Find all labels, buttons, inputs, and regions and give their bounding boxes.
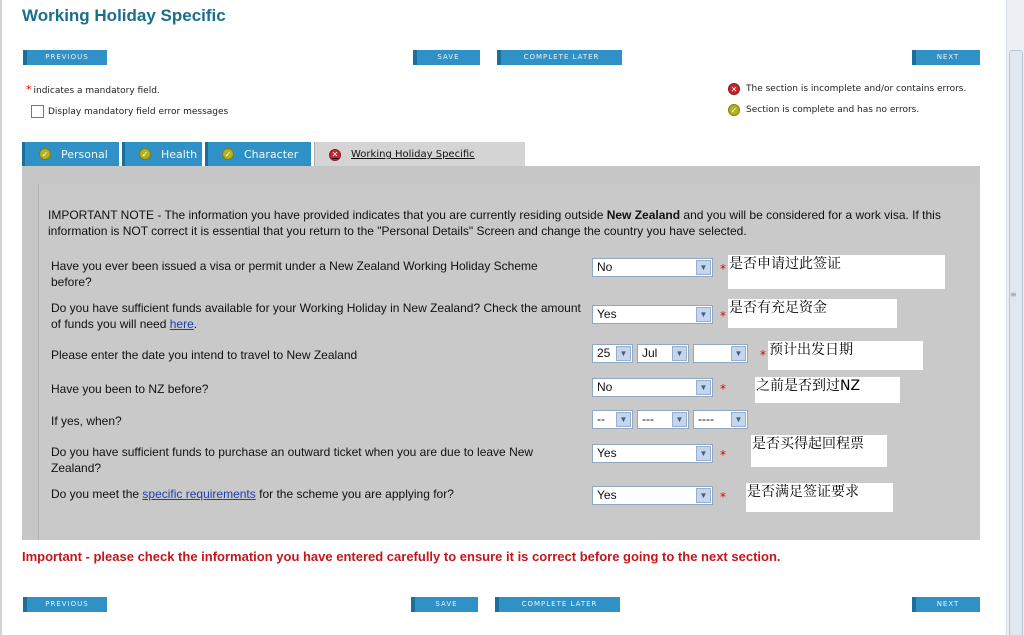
page-left-border (0, 0, 2, 635)
chevron-down-icon: ▼ (696, 307, 711, 322)
select-value: No (597, 260, 613, 274)
chevron-down-icon: ▼ (731, 412, 746, 427)
legend-complete (728, 104, 919, 116)
legend-complete-text: Section is complete and has no errors. (746, 105, 920, 115)
visit-year-select[interactable] (693, 410, 748, 429)
legend-incomplete (728, 83, 966, 95)
funds-info-link[interactable]: here (169, 317, 194, 331)
select-value: Yes (597, 446, 617, 460)
complete-later-button-bottom[interactable]: COMPLETE LATER (495, 597, 620, 612)
chevron-down-icon: ▼ (696, 446, 711, 461)
next-button-top[interactable]: NEXT (912, 50, 980, 65)
question-sufficient-funds (51, 300, 581, 332)
question-text: Do you have sufficient funds available for your Working Holiday in New Zealand? Check the amount of funds you will need (51, 301, 581, 331)
scrollbar-thumb[interactable] (1009, 50, 1023, 635)
previous-button-top[interactable]: PREVIOUS (23, 50, 107, 65)
required-star: * (720, 309, 726, 323)
note-text: IMPORTANT NOTE - The information you have provided indicates that you are currently residing outside (48, 208, 607, 222)
chevron-down-icon: ▼ (731, 346, 746, 361)
annotation-note: 是否有充足资金 (728, 299, 897, 328)
note-country: New Zealand (606, 208, 681, 222)
question-specific-requirements (51, 486, 581, 502)
required-star: * (720, 490, 726, 504)
question-been-to-nz: Have you been to NZ before? (51, 382, 209, 396)
required-star: * (720, 448, 726, 462)
question-suffix: . (193, 317, 198, 331)
question-previous-visa: Have you ever been issued a visa or permit under a New Zealand Working Holiday Scheme before? (51, 259, 538, 289)
tab-personal[interactable] (22, 142, 119, 166)
question-text: Do you meet the (51, 487, 143, 501)
specific-requirements-select[interactable] (592, 486, 713, 505)
sufficient-funds-select[interactable] (592, 305, 713, 324)
chevron-down-icon: ▼ (696, 380, 711, 395)
annotation-note: 预计出发日期 (768, 341, 923, 370)
ok-status-icon: ✓ (222, 148, 234, 160)
chevron-down-icon: ▼ (616, 346, 631, 361)
next-button-bottom[interactable]: NEXT (912, 597, 980, 612)
question-travel-date: Please enter the date you intend to travel to New Zealand (51, 348, 358, 362)
tab-label: Character (244, 147, 299, 161)
note-text-continued: and you will be considered for a work visa. If this information is NOT correct it is essential that you return to the "Personal Details" Screen and change the country you have selected. (48, 208, 941, 238)
select-value: 25 (597, 346, 611, 360)
save-button-top[interactable]: SAVE (413, 50, 480, 65)
display-errors-checkbox[interactable] (31, 105, 44, 118)
display-errors-option[interactable] (31, 105, 228, 118)
chevron-down-icon: ▼ (672, 346, 687, 361)
visit-month-select[interactable] (637, 410, 689, 429)
mandatory-legend (26, 83, 160, 96)
tab-label: Working Holiday Specific (351, 149, 475, 160)
question-suffix: for the scheme you are applying for? (255, 487, 454, 501)
annotation-note: 之前是否到过NZ (755, 377, 900, 403)
travel-year-select[interactable] (693, 344, 748, 363)
ok-status-icon: ✓ (139, 148, 151, 160)
annotation-note: 是否买得起回程票 (751, 435, 887, 467)
mandatory-star: * (26, 83, 32, 96)
previous-button-bottom[interactable]: PREVIOUS (23, 597, 107, 612)
specific-requirements-link[interactable]: specific requirements (142, 487, 256, 501)
tab-health[interactable] (122, 142, 202, 166)
travel-day-select[interactable] (592, 344, 633, 363)
select-value: --- (642, 412, 654, 426)
select-value: -- (597, 412, 605, 426)
outward-ticket-select[interactable] (592, 444, 713, 463)
mandatory-legend-text: indicates a mandatory field. (33, 86, 160, 96)
been-to-nz-select[interactable] (592, 378, 713, 397)
complete-later-button-top[interactable]: COMPLETE LATER (497, 50, 622, 65)
travel-month-select[interactable] (637, 344, 689, 363)
select-value: ---- (698, 412, 714, 426)
previous-visa-select[interactable] (592, 258, 713, 277)
required-star: * (720, 262, 726, 276)
chevron-down-icon: ▼ (696, 488, 711, 503)
chevron-down-icon: ▼ (696, 260, 711, 275)
page-title: Working Holiday Specific (22, 6, 226, 25)
vertical-scrollbar[interactable] (1006, 0, 1024, 635)
error-status-icon: ✕ (728, 83, 740, 95)
annotation-note: 是否满足签证要求 (746, 483, 893, 512)
important-warning: Important - please check the information you have entered carefully to ensure it is correct before going to the next section. (22, 549, 781, 564)
select-value: Jul (642, 346, 658, 360)
chevron-down-icon: ▼ (672, 412, 687, 427)
ok-status-icon: ✓ (39, 148, 51, 160)
tab-working-holiday-specific[interactable] (314, 142, 525, 167)
tab-character[interactable] (205, 142, 311, 166)
question-if-yes-when: If yes, when? (51, 414, 122, 428)
annotation-note: 是否申请过此签证 (728, 255, 945, 289)
select-value: Yes (597, 307, 617, 321)
scrollbar-grip-icon: ≡ (1010, 290, 1017, 299)
required-star: * (720, 382, 726, 396)
required-star: * (760, 348, 766, 362)
ok-status-icon: ✓ (728, 104, 740, 116)
select-value: No (597, 380, 613, 394)
tab-label: Health (161, 147, 198, 161)
save-button-bottom[interactable]: SAVE (411, 597, 478, 612)
error-status-icon: ✕ (329, 149, 341, 161)
visit-day-select[interactable] (592, 410, 633, 429)
legend-incomplete-text: The section is incomplete and/or contains errors. (746, 84, 967, 94)
tab-label: Personal (61, 147, 108, 161)
select-value: Yes (597, 488, 617, 502)
chevron-down-icon: ▼ (616, 412, 631, 427)
display-errors-label: Display mandatory field error messages (48, 106, 229, 117)
question-outward-ticket: Do you have sufficient funds to purchase an outward ticket when you are due to leave New Zealand? (51, 445, 534, 475)
important-note (48, 207, 958, 239)
